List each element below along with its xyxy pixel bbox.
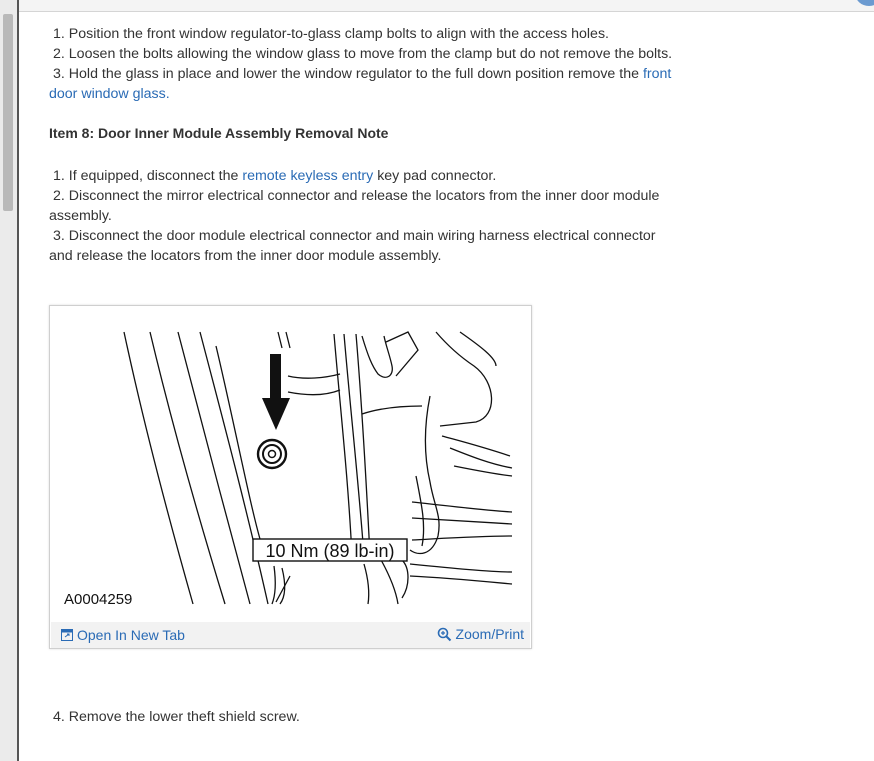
step-text: Disconnect the door module electrical connector and main wiring harness electrical connector [68,228,656,244]
step-item [53,707,300,727]
step-number: 1. [53,168,65,184]
step-text: Disconnect the mirror electrical connector and release the locators from the inner door module [68,188,660,204]
top-toolbar [19,0,874,12]
open-in-new-tab-label: Open In New Tab [77,627,185,643]
torque-label: 10 Nm (89 lb-in) [265,541,395,561]
front-door-window-glass-link-cont[interactable]: door window glass. [49,86,170,102]
down-arrow-icon [262,354,290,430]
open-new-tab-icon [61,629,73,641]
step-text: key pad connector. [377,168,497,184]
steps-list-b [49,166,689,266]
steps-list-a [49,24,689,104]
step-text-cont: assembly. [49,208,112,224]
zoom-print-button[interactable] [437,626,524,642]
section-heading: Item 8: Door Inner Module Assembly Removal Note [49,125,389,141]
step-item [49,24,689,44]
door-module-illustration [50,306,531,622]
scrollbar-thumb[interactable] [3,14,13,211]
step-item [49,226,689,246]
front-door-window-glass-link[interactable]: front [642,66,672,82]
step-number: 3. [53,228,65,244]
step-number: 3. [53,66,65,82]
figure-footer [51,622,530,648]
remote-keyless-entry-link[interactable]: remote keyless entry [242,168,374,184]
step-item [49,166,689,186]
step-item [49,44,689,64]
step-text: Hold the glass in place and lower the window regulator to the full down position remove the [68,66,639,82]
step-text: Position the front window regulator-to-glass clamp bolts to align with the access holes. [68,26,609,42]
step-text-cont: and release the locators from the inner door module assembly. [49,248,442,264]
open-in-new-tab-button[interactable] [61,627,185,643]
frame-divider [17,0,19,761]
step-text: If equipped, disconnect the [68,168,239,184]
step-text: Loosen the bolts allowing the window glass to move from the clamp but do not remove the bolts. [68,46,673,62]
zoom-print-label: Zoom/Print [455,626,524,642]
figure-id: A0004259 [64,591,133,608]
step-item [49,186,689,206]
left-gutter [0,0,17,761]
bolt-icon [258,440,286,468]
step-item-continuation [49,84,689,104]
avatar[interactable] [855,0,874,6]
step-number: 2. [53,188,65,204]
step-text: Remove the lower theft shield screw. [68,709,300,725]
illustration-figure [49,305,532,649]
step-item [49,64,689,84]
step-number: 1. [53,26,65,42]
zoom-magnifier-icon [437,627,452,642]
step-number: 2. [53,46,65,62]
step-number: 4. [53,709,65,725]
